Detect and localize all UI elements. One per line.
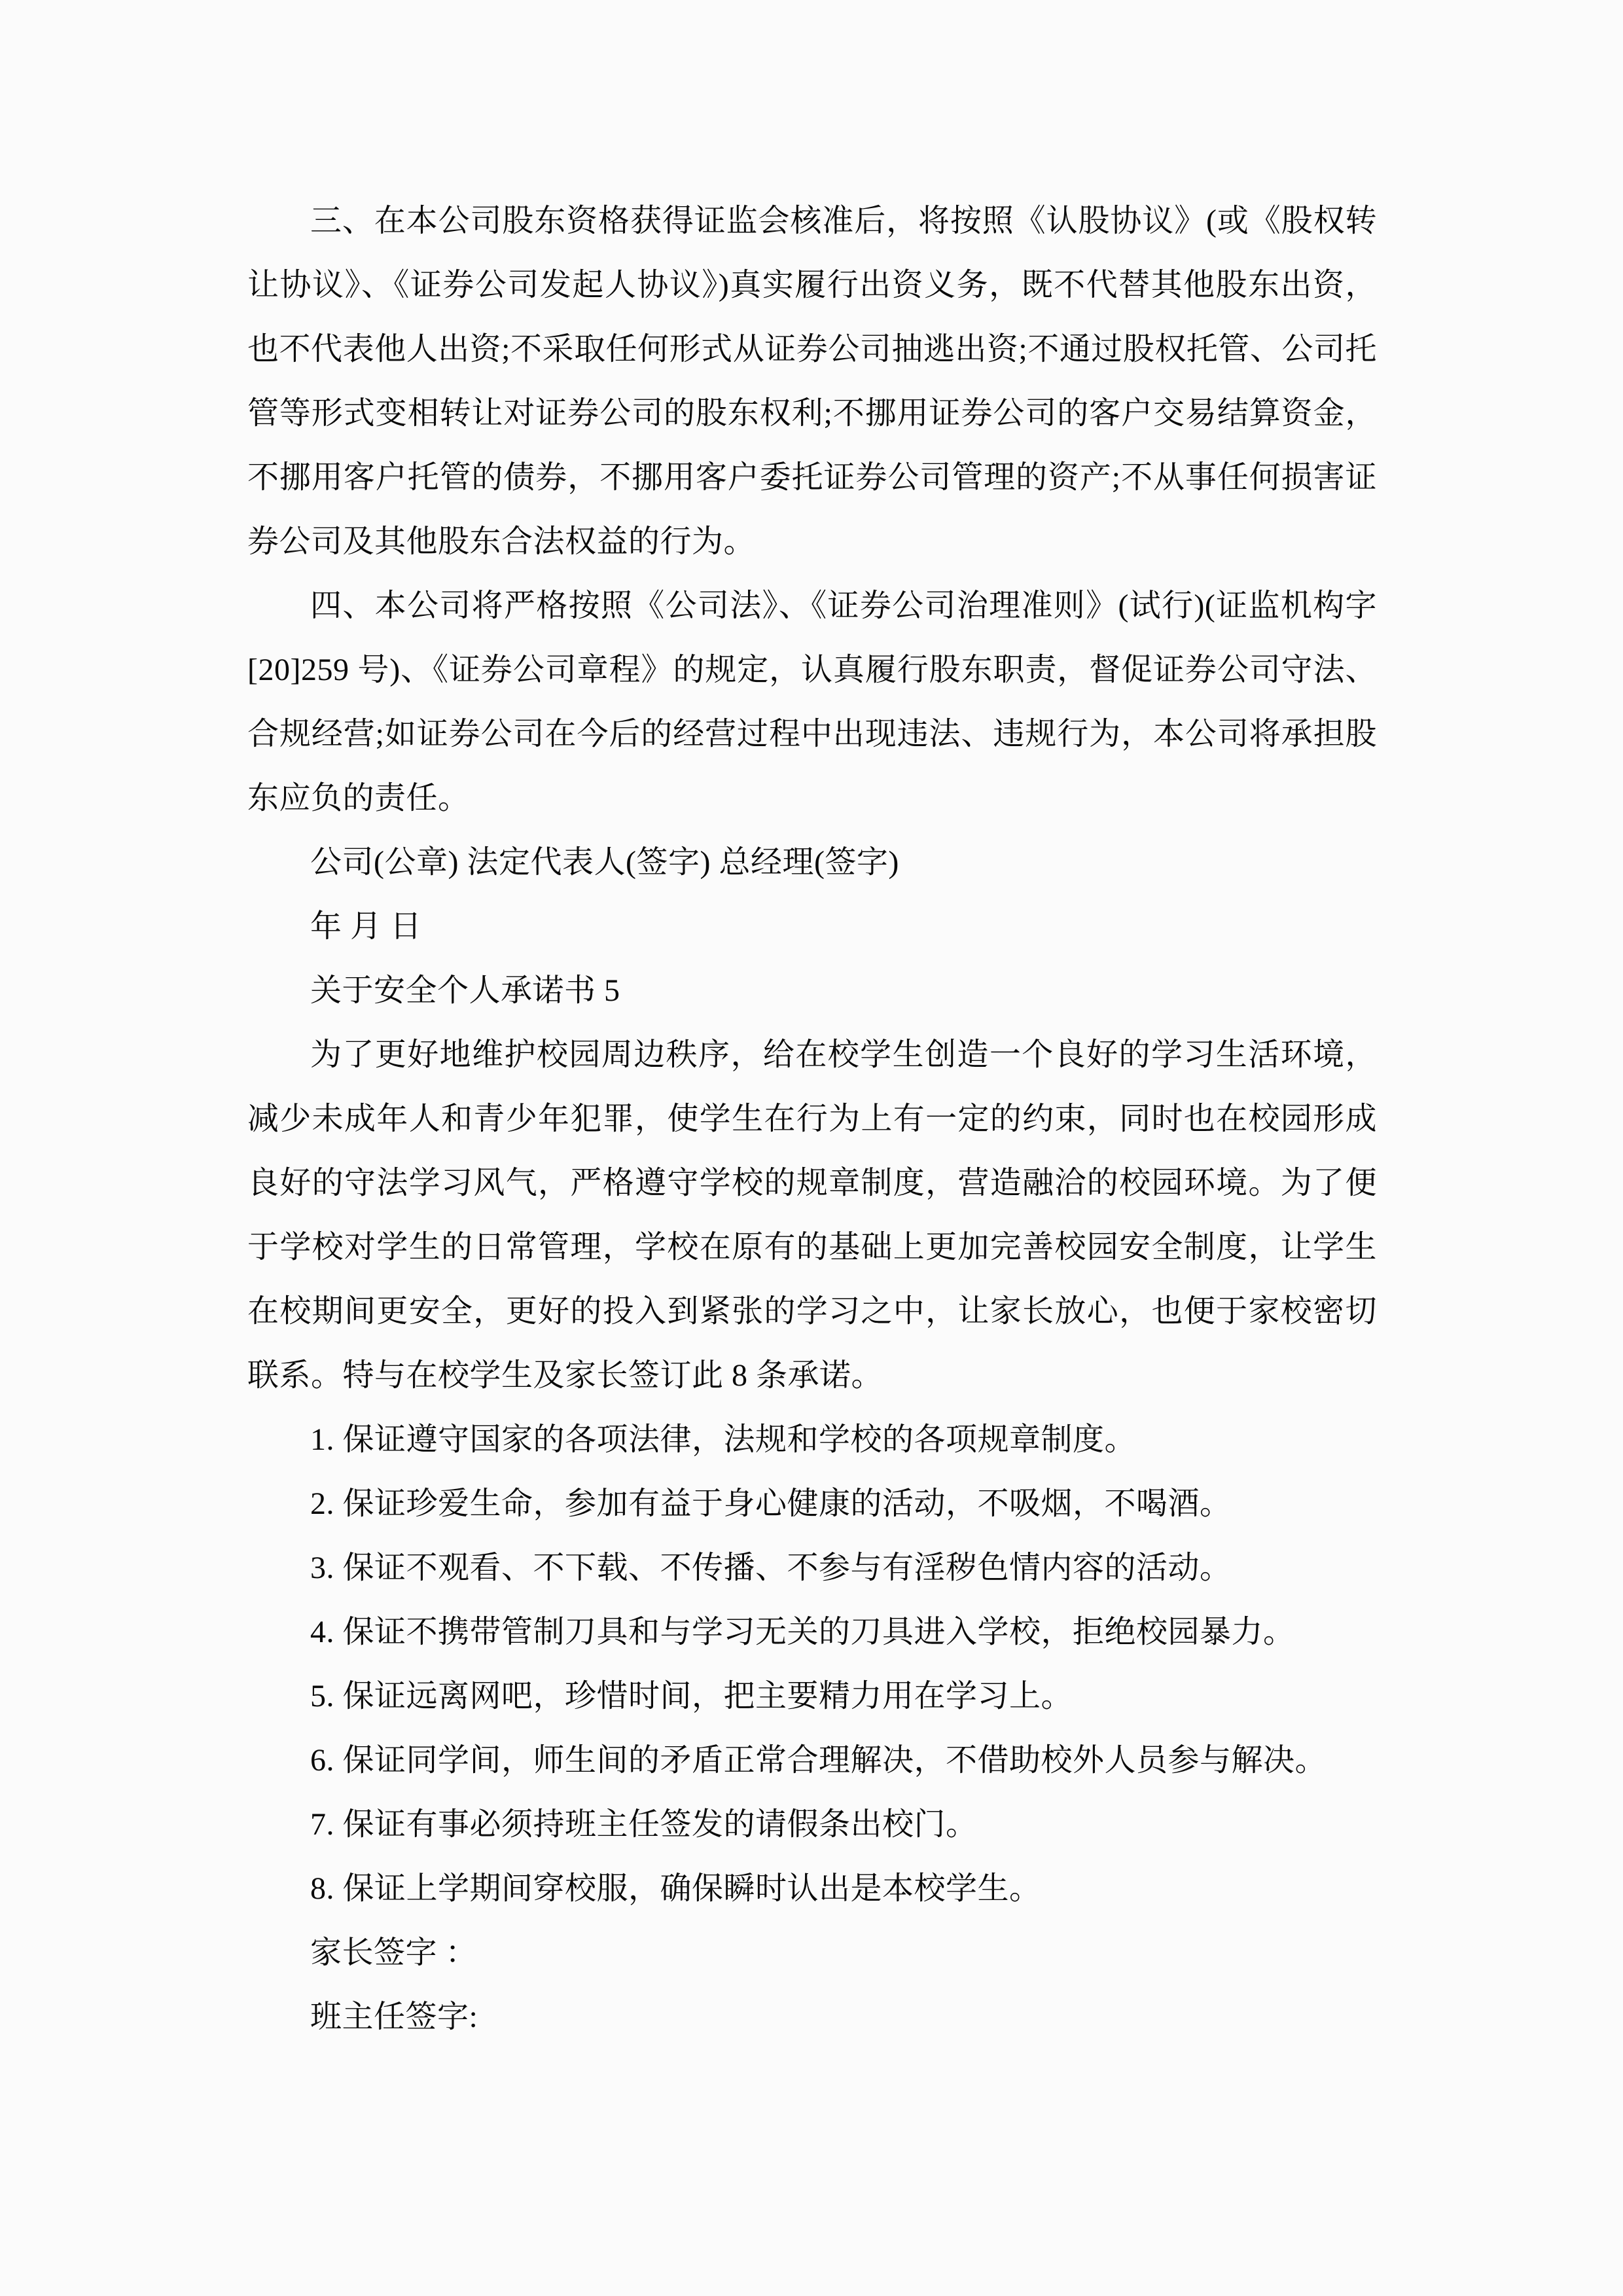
pledge-item: 7. 保证有事必须持班主任签发的请假条出校门。 [310, 1807, 978, 1842]
pledge-item: 3. 保证不观看、不下载、不传播、不参与有淫秽色情内容的活动。 [310, 1551, 1232, 1585]
date-line: 年 月 日 [310, 909, 422, 944]
clause-three-paragraph: 三、在本公司股东资格获得证监会核准后，将按照《认股协议》(或《股权转让协议》、《证券公司发起人协议》)真实履行出资义务，既不代替其他股东出资，也不代表他人出资;不采取任何形式从证券公司抽逃出资;不通过股权托管、公司托管等形式变相转让对证券公司的股东权利;不挪用证券公司的客户交易结算资金，不挪用客户托管的债券，不挪用客户委托证券公司管理的资产;不从事任何损害证券公司及其他股东合法权益的行为。 [247, 204, 1377, 559]
parent-signature-line: 家长签字 ： [310, 1935, 478, 1970]
document-text-block [247, 189, 1377, 2049]
pledge-item: 4. 保证不携带管制刀具和与学习无关的刀具进入学校，拒绝校园暴力。 [310, 1615, 1295, 1649]
pledge-item: 5. 保证远离网吧，珍惜时间，把主要精力用在学习上。 [310, 1679, 1073, 1713]
clause-four-paragraph: 四、本公司将严格按照《公司法》、《证券公司治理准则》(试行)(证监机构字[20]259 号)、《证券公司章程》的规定，认真履行股东职责，督促证券公司守法、合规经营;如证券公司在今后的经营过程中出现违法、违规行为，本公司将承担股东应负的责任。 [247, 588, 1377, 816]
section-title: 关于安全个人承诺书 5 [310, 973, 620, 1008]
pledge-item: 1. 保证遵守国家的各项法律，法规和学校的各项规章制度。 [310, 1422, 1137, 1457]
teacher-signature-line: 班主任签字: [310, 2000, 478, 2034]
pledge-item: 8. 保证上学期间穿校服，确保瞬时认出是本校学生。 [310, 1871, 1041, 1906]
intro-paragraph: 为了更好地维护校园周边秩序，给在校学生创造一个良好的学习生活环境，减少未成年人和青少年犯罪，使学生在行为上有一定的约束，同时也在校园形成良好的守法学习风气，严格遵守学校的规章制度，营造融洽的校园环境。为了便于学校对学生的日常管理，学校在原有的基础上更加完善校园安全制度，让学生在校期间更安全，更好的投入到紧张的学习之中，让家长放心，也便于家校密切联系。特与在校学生及家长签订此 8 条承诺。 [247, 1037, 1377, 1393]
company-signature-line: 公司(公章) 法定代表人(签字) 总经理(签字) [310, 845, 899, 880]
pledge-item: 6. 保证同学间，师生间的矛盾正常合理解决，不借助校外人员参与解决。 [310, 1743, 1327, 1778]
pledge-item: 2. 保证珍爱生命，参加有益于身心健康的活动，不吸烟，不喝酒。 [310, 1486, 1232, 1521]
